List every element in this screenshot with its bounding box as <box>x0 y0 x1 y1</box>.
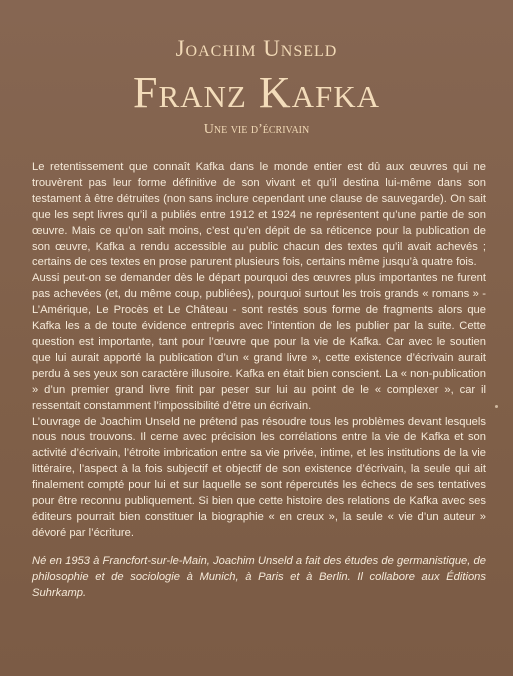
paper-speck <box>495 405 498 408</box>
book-title: Franz Kafka <box>132 68 381 117</box>
author-name: Joachim Unseld <box>175 36 338 61</box>
book-subtitle: Une vie d’écrivain <box>203 122 310 137</box>
blurb-paragraph-1: Le retentissement que connaît Kafka dans le monde entier est dû aux œuvres qui ne trouvèrent pas leur forme définitive de son vivant et qu’il destina lui-même dans son testament à être détruites (non sans inclure cependant une clause de sauvegarde). On sait que les sept livres qu’il a publiés entre 1912 et 1924 ne représentent qu’une partie de son œuvre. Mais ce qu’on sait moins, c’est qu’en dépit de sa réticence pour la publication de son œuvre, Kafka a rendu accessible au public chacun des textes qu’il avait achevés ; certains de ces textes en prose parurent plusieurs fois, certains même jusqu’à quatre fois. <box>32 161 486 269</box>
blurb-paragraph-2: Aussi peut-on se demander dès le départ pourquoi des œuvres plus importantes ne furent pas achevées (et, du même coup, publiées), pourquoi surtout les trois grands « romans » - L’Amérique, Le Procès et Le Château - sont restés sous forme de fragments alors que Kafka les a de toute évidence entrepris avec l’intention de les publier par la suite. Cette question est importante, tant pour l’œuvre que pour la vie de Kafka. Car avec le soutien que lui aurait apporté la publication d’un « grand livre », cette existence d’écrivain aurait perdu à ses yeux son caractère illusoire. Kafka en était bien conscient. La « non-publication » d’un premier grand livre finit par peser sur lui au point de le « complexer », car il ressentait constamment l’impossibilité d’être un écrivain. <box>32 272 486 412</box>
author-bio: Né en 1953 à Francfort-sur-le-Main, Joachim Unseld a fait des études de germanistique, de philosophie et de sociologie à Munich, à Paris et à Berlin. Il collabore aux Éditions Suhrkamp. <box>32 554 486 599</box>
blurb-text <box>32 160 486 601</box>
blurb-paragraph-3: L’ouvrage de Joachim Unseld ne prétend pas résoudre tous les problèmes devant lesquels nous nous trouvons. Il cerne avec précision les corrélations entre la vie de Kafka et son activité d’écrivain, l’étroite imbrication entre sa vie privée, intime, et les institutions de la vie littéraire, l’aspect à la fois subjectif et objectif de son existence d’écrivain, la seule qui ait finalement compté pour lui et sur laquelle se sont répercutés les échecs de ses tentatives pour être reconnu publiquement. Si bien que cette histoire des relations de Kafka avec ses éditeurs pourrait bien constituer la biographie « en creux », la seule « vie d’un auteur » dévoré par l’écriture. <box>32 415 486 539</box>
